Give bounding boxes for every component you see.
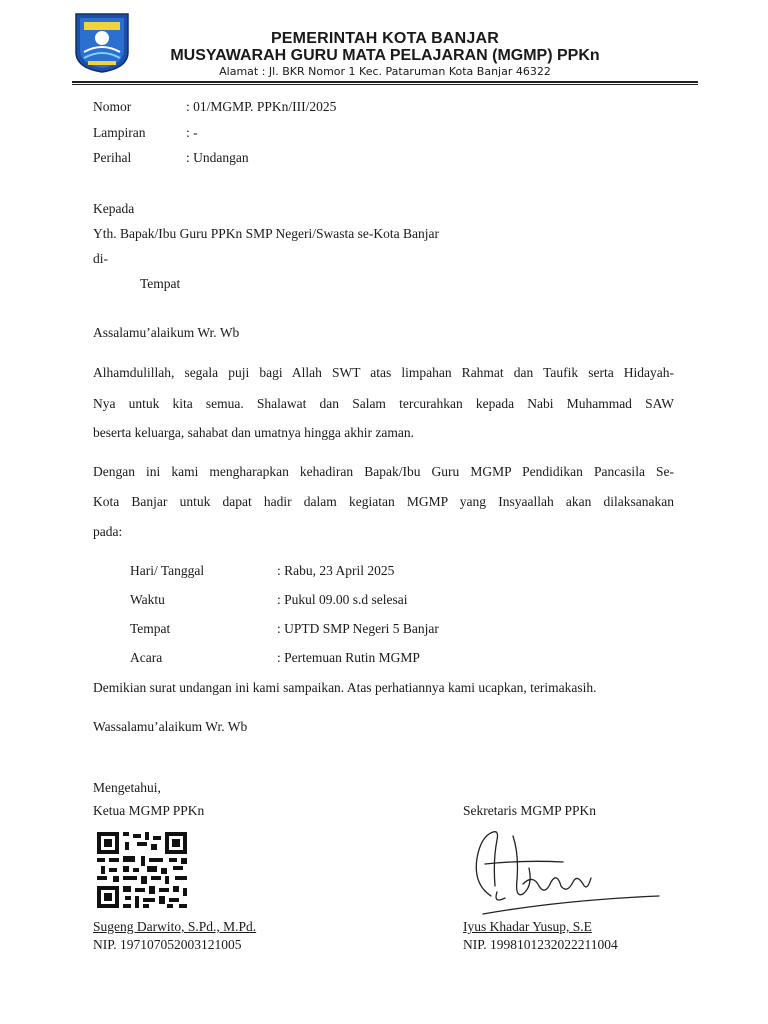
signature-left-name: Sugeng Darwito, S.Pd., M.Pd. (93, 919, 257, 934)
signature-mengetahui: Mengetahui, (93, 780, 161, 795)
qr-code-image (97, 832, 187, 908)
header-divider-thin (72, 84, 698, 85)
signature-right-title: Sekretaris MGMP PPKn (463, 803, 597, 818)
perihal-label: Perihal (93, 150, 132, 165)
detail-date-value: : Rabu, 23 April 2025 (277, 563, 395, 578)
perihal-value: : Undangan (186, 150, 249, 165)
paragraph-1-line-3: beserta keluarga, sahabat dan umatnya hingga akhir zaman. (93, 425, 414, 440)
recipient-tempat: Tempat (140, 276, 181, 291)
paragraph-2-line-3: pada: (93, 524, 123, 539)
signature-right-name: Iyus Khadar Yusup, S.E (463, 919, 592, 934)
farewell: Wassalamu’alaikum Wr. Wb (93, 719, 248, 734)
detail-time-label: Waktu (130, 592, 165, 607)
nomor-label: Nomor (93, 99, 132, 114)
header-address: Alamat : Jl. BKR Nomor 1 Kec. Pataruman Kota Banjar 46322 (219, 65, 551, 78)
detail-date-label: Hari/ Tanggal (130, 563, 205, 578)
header-divider (72, 81, 698, 83)
handwritten-signature (463, 824, 663, 918)
paragraph-2-line-1: Dengan ini kami mengharapkan kehadiran Bapak/Ibu Guru MGMP Pendidikan Pancasila Se- (93, 464, 674, 479)
signature-right-nip: NIP. 1998101232022211004 (463, 937, 618, 952)
paragraph-2-line-2: Kota Banjar untuk dapat hadir dalam kegiatan MGMP yang Insyaallah akan dilaksanakan (93, 494, 674, 509)
lampiran-value: : - (186, 125, 198, 140)
header-organization-name: MUSYAWARAH GURU MATA PELAJARAN (MGMP) PPKn (170, 47, 600, 64)
recipient-di: di- (93, 251, 108, 266)
detail-time-value: : Pukul 09.00 s.d selesai (277, 592, 408, 607)
paragraph-1-line-2: Nya untuk kita semua. Shalawat dan Salam tercurahkan kepada Nabi Muhammad SAW (93, 396, 674, 411)
nomor-value: : 01/MGMP. PPKn/III/2025 (186, 99, 337, 114)
detail-place-label: Tempat (130, 621, 171, 636)
signature-left-title: Ketua MGMP PPKn (93, 803, 205, 818)
closing-sentence: Demikian surat undangan ini kami sampaikan. Atas perhatiannya kami ucapkan, terimakasih. (93, 680, 597, 695)
lampiran-label: Lampiran (93, 125, 146, 140)
detail-agenda-value: : Pertemuan Rutin MGMP (277, 650, 420, 665)
signature-left-nip: NIP. 197107052003121005 (93, 937, 242, 952)
header-government-name: PEMERINTAH KOTA BANJAR (270, 30, 500, 47)
detail-place-value: : UPTD SMP Negeri 5 Banjar (277, 621, 439, 636)
detail-agenda-label: Acara (130, 650, 163, 665)
paragraph-1-line-1: Alhamdulillah, segala puji bagi Allah SWT atas limpahan Rahmat dan Taufik serta Hidayah- (93, 365, 674, 380)
recipient-kepada: Kepada (93, 201, 135, 216)
greeting: Assalamu’alaikum Wr. Wb (93, 325, 240, 340)
recipient-addressee: Yth. Bapak/Ibu Guru PPKn SMP Negeri/Swasta se-Kota Banjar (93, 226, 439, 241)
